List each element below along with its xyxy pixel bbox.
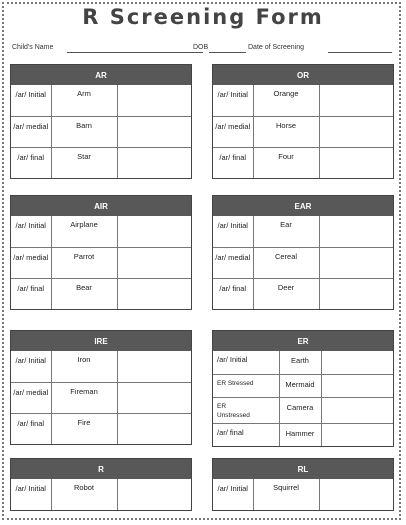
table-row [11, 278, 191, 309]
position-label: /ar/ Initial [213, 351, 279, 374]
table-row [11, 216, 191, 247]
table-row [213, 479, 393, 510]
table-row [213, 216, 393, 247]
child-name-label: Child's Name [12, 44, 54, 51]
response-cell[interactable] [319, 216, 393, 247]
position-label: /ar/ final [11, 278, 51, 309]
card-table [213, 216, 393, 309]
table-row [213, 147, 393, 178]
position-label: /ar/ Initial [213, 85, 253, 116]
table-row [11, 351, 191, 382]
target-word: Camera [279, 397, 321, 423]
response-cell[interactable] [321, 423, 393, 446]
response-cell[interactable] [117, 382, 191, 413]
position-label: /ar/ medial [11, 382, 51, 413]
card-table [11, 479, 191, 510]
date-label: Date of Screening [248, 44, 305, 51]
target-word: Ear [253, 216, 319, 247]
position-label: /ar/ medial [11, 247, 51, 278]
response-cell[interactable] [117, 479, 191, 510]
response-cell[interactable] [321, 397, 393, 423]
response-cell[interactable] [117, 116, 191, 147]
response-cell[interactable] [117, 147, 191, 178]
response-cell[interactable] [321, 351, 393, 374]
table-row [213, 278, 393, 309]
table-row [11, 85, 191, 116]
target-word: Deer [253, 278, 319, 309]
card-header: IRE [11, 331, 191, 351]
position-label: /ar/ final [11, 413, 51, 444]
date-field[interactable] [328, 52, 392, 53]
response-cell[interactable] [321, 374, 393, 397]
card-header: OR [213, 65, 393, 85]
position-label: /ar/ medial [213, 116, 253, 147]
response-cell[interactable] [319, 116, 393, 147]
card-table [213, 479, 393, 510]
target-word: Barn [51, 116, 117, 147]
target-word: Four [253, 147, 319, 178]
card-ear [212, 195, 394, 310]
target-word: Orange [253, 85, 319, 116]
target-word: Iron [51, 351, 117, 382]
card-table [11, 351, 191, 444]
response-cell[interactable] [117, 351, 191, 382]
position-label: /ar/ Initial [213, 479, 253, 510]
response-cell[interactable] [117, 278, 191, 309]
card-r [10, 458, 192, 511]
target-word: Fireman [51, 382, 117, 413]
card-ar [10, 64, 192, 179]
card-header: EAR [213, 196, 393, 216]
target-word: Parrot [51, 247, 117, 278]
position-label: /ar/ medial [213, 247, 253, 278]
target-word: Cereal [253, 247, 319, 278]
card-rl [212, 458, 394, 511]
response-cell[interactable] [117, 85, 191, 116]
table-row [213, 374, 393, 397]
position-label: /ar/ medial [11, 116, 51, 147]
response-cell[interactable] [319, 278, 393, 309]
target-word: Squirrel [253, 479, 319, 510]
info-line [12, 44, 394, 56]
position-label: /ar/ final [213, 423, 279, 446]
target-word: Horse [253, 116, 319, 147]
dob-field[interactable] [209, 52, 246, 53]
target-word: Fire [51, 413, 117, 444]
response-cell[interactable] [117, 216, 191, 247]
card-header: AIR [11, 196, 191, 216]
target-word: Airplane [51, 216, 117, 247]
position-label: /ar/ Initial [11, 85, 51, 116]
table-row [213, 85, 393, 116]
response-cell[interactable] [319, 247, 393, 278]
target-word: Star [51, 147, 117, 178]
table-row [213, 397, 393, 423]
card-table [11, 85, 191, 178]
table-row [213, 116, 393, 147]
position-label: /ar/ final [213, 278, 253, 309]
target-word: Bear [51, 278, 117, 309]
target-word: Hammer [279, 423, 321, 446]
response-cell[interactable] [319, 147, 393, 178]
response-cell[interactable] [117, 247, 191, 278]
card-table [11, 216, 191, 309]
card-header: AR [11, 65, 191, 85]
position-label: /ar/ Initial [11, 479, 51, 510]
position-label: /ar/ Initial [11, 351, 51, 382]
response-cell[interactable] [117, 413, 191, 444]
card-table [213, 351, 393, 446]
card-table [213, 85, 393, 178]
card-er [212, 330, 394, 447]
target-word: Mermaid [279, 374, 321, 397]
card-header: RL [213, 459, 393, 479]
table-row [11, 479, 191, 510]
position-label: ER Unstressed [213, 397, 279, 423]
card-or [212, 64, 394, 179]
target-word: Arm [51, 85, 117, 116]
table-row [11, 382, 191, 413]
table-row [213, 351, 393, 374]
card-air [10, 195, 192, 310]
response-cell[interactable] [319, 479, 393, 510]
table-row [11, 116, 191, 147]
card-header: ER [213, 331, 393, 351]
position-label: /ar/ final [213, 147, 253, 178]
table-row [11, 413, 191, 444]
position-label: /ar/ final [11, 147, 51, 178]
table-row [213, 423, 393, 446]
dob-label: DOB [193, 44, 209, 51]
position-label: /ar/ Initial [11, 216, 51, 247]
position-label: /ar/ Initial [213, 216, 253, 247]
card-header: R [11, 459, 191, 479]
table-row [213, 247, 393, 278]
response-cell[interactable] [319, 85, 393, 116]
table-row [11, 247, 191, 278]
table-row [11, 147, 191, 178]
target-word: Robot [51, 479, 117, 510]
target-word: Earth [279, 351, 321, 374]
card-ire [10, 330, 192, 445]
form-title: R Screening Form [82, 5, 324, 29]
position-label: ER Stressed [213, 374, 279, 397]
child-name-field[interactable] [67, 52, 203, 53]
